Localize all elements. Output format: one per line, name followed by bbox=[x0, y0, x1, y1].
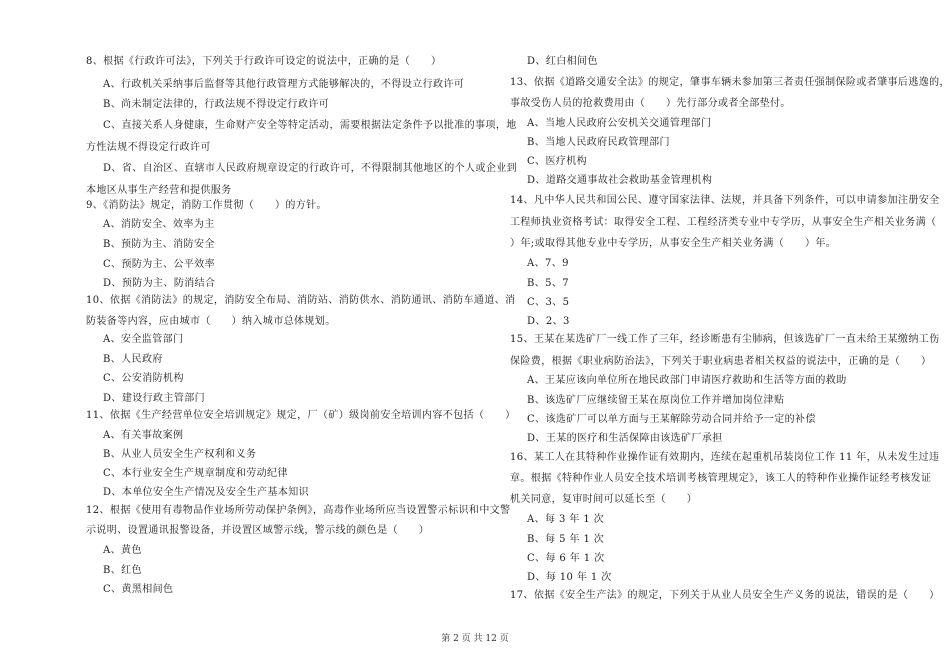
question-15-option-c: C、该选矿厂可以单方面与王某解除劳动合同并给予一定的补偿 bbox=[527, 414, 816, 425]
question-17-stem: 17、依据《安全生产法》的规定，下列关于从业人员安全生产义务的说法，错误的是（ ） bbox=[510, 590, 940, 601]
question-16-option-d: D、每 10 年 1 次 bbox=[527, 572, 612, 583]
question-8-option-b: B、尚未制定法律的，行政法规不得设定行政许可 bbox=[103, 99, 330, 110]
question-8-option-d-cont: 本地区从事生产经营和提供服务 bbox=[86, 185, 232, 196]
question-11-option-a: A、有关事故案例 bbox=[103, 430, 184, 441]
question-9-stem: 9、《消防法》规定，消防工作贯彻（ ）的方针。 bbox=[86, 200, 327, 211]
question-8-option-c: C、直接关系人身健康，生命财产安全等特定活动，需要根据法定条件予以批准的事项，地 bbox=[103, 120, 517, 131]
question-11-option-c: C、本行业安全生产规章制度和劳动纪律 bbox=[103, 468, 288, 479]
question-10-option-c: C、公安消防机构 bbox=[103, 373, 184, 384]
question-15-option-d: D、王某的医疗和生活保障由该选矿厂承担 bbox=[527, 433, 723, 444]
question-14-stem-cont2: ）年;或取得其他专业中专学历，从事安全生产相关业务满（ ）年。 bbox=[510, 238, 837, 249]
question-10-option-a: A、安全监管部门 bbox=[103, 334, 184, 345]
question-8-option-d: D、省、自治区、直辖市人民政府规章设定的行政许可，不得限制其他地区的个人或企业到 bbox=[103, 163, 518, 174]
question-9-option-b: B、预防为主、消防安全 bbox=[103, 239, 215, 250]
question-16-stem-cont1: 章。根据《特种作业人员安全技术培训考核管理规定》，该工人的特种作业操作证经考核发证 bbox=[510, 473, 932, 484]
question-16-stem: 16、某工人在其特种作业操作证有效期内，连续在起重机吊装岗位工作 11 年，从未发生过违 bbox=[510, 452, 940, 463]
question-12-stem-cont: 示说明、设置通讯报警设备，并设置区域警示线，警示线的颜色是（ ） bbox=[86, 525, 430, 536]
question-9-option-c: C、预防为主、公平效率 bbox=[103, 259, 216, 270]
question-13-option-c: C、医疗机构 bbox=[527, 156, 588, 167]
question-15-stem-cont: 保险费，根据《职业病防治法》，下列关于职业病患者相关权益的说法中，正确的是（ ） bbox=[510, 356, 932, 367]
page-number: 第 2 页 共 12 页 bbox=[441, 634, 509, 644]
question-13-stem-cont: 事故受伤人员的抢救费用由（ ）先行部分或者全部垫付。 bbox=[510, 98, 791, 109]
question-12-stem: 12、根据《使用有毒物品作业场所劳动保护条例》，高毒作业场所应当设置警示标识和中文警 bbox=[86, 505, 511, 516]
question-16-option-b: B、每 5 年 1 次 bbox=[527, 534, 605, 545]
question-12-option-d: D、红白相间色 bbox=[527, 56, 598, 67]
question-14-option-b: B、5、7 bbox=[527, 278, 570, 289]
question-14-option-c: C、3、5 bbox=[527, 297, 570, 308]
question-14-option-a: A、7、9 bbox=[527, 258, 569, 269]
question-11-stem: 11、依据《生产经营单位安全培训规定》规定，厂（矿）级岗前安全培训内容不包括（ ） bbox=[86, 410, 516, 421]
question-13-stem: 13、依据《道路交通安全法》的规定，肇事车辆未参加第三者责任强制保险或者肇事后逃逸的， bbox=[510, 77, 950, 88]
question-13-option-b: B、当地人民政府民政管理部门 bbox=[527, 137, 670, 148]
question-16-stem-cont2: 机关同意，复审时间可以延长至（ ） bbox=[510, 494, 698, 505]
question-16-option-c: C、每 6 年 1 次 bbox=[527, 553, 605, 564]
question-10-stem-cont: 防装备等内容，应由城市（ ）纳入城市总体规划。 bbox=[86, 316, 336, 327]
question-13-option-d: D、道路交通事故社会救助基金管理机构 bbox=[527, 175, 713, 186]
question-12-option-b: B、红色 bbox=[103, 565, 142, 576]
question-10-option-d: D、建设行政主管部门 bbox=[103, 393, 206, 404]
question-14-stem-cont1: 工程师执业资格考试：取得安全工程、工程经济类专业中专学历，从事安全生产相关业务满（ bbox=[510, 217, 937, 228]
question-14-stem: 14、凡中华人民共和国公民、遵守国家法律、法规，并具备下列条件，可以申请参加注册安全 bbox=[510, 195, 940, 206]
question-15-stem: 15、王某在某选矿厂一线工作了三年，经诊断患有尘肺病，但该选矿厂一直未给王某缴纳工伤 bbox=[510, 334, 940, 345]
question-10-stem: 10、依据《消防法》的规定，消防安全布局、消防站、消防供水、消防通讯、消防车通道、消 bbox=[86, 295, 516, 306]
question-11-option-d: D、本单位安全生产情况及安全生产基本知识 bbox=[103, 487, 310, 498]
question-16-option-a: A、每 3 年 1 次 bbox=[527, 514, 605, 525]
question-9-option-d: D、预防为主、防消结合 bbox=[103, 278, 216, 289]
question-12-option-a: A、黄色 bbox=[103, 545, 142, 556]
question-8-stem: 8、根据《行政许可法》，下列关于行政许可设定的说法中，正确的是（ ） bbox=[86, 56, 442, 67]
question-15-option-a: A、王某应该向单位所在地民政部门申请医疗救助和生活等方面的救助 bbox=[527, 375, 847, 386]
question-11-option-b: B、从业人员安全生产权利和义务 bbox=[103, 449, 257, 460]
question-8-option-a: A、行政机关采纳事后监督等其他行政管理方式能够解决的，不得设立行政许可 bbox=[103, 79, 465, 90]
question-10-option-b: B、人民政府 bbox=[103, 354, 163, 365]
question-8-option-c-cont: 方性法规不得设定行政许可 bbox=[86, 142, 211, 153]
question-15-option-b: B、该选矿厂应继续留王某在原岗位工作并增加岗位津贴 bbox=[527, 395, 785, 406]
question-13-option-a: A、当地人民政府公安机关交通管理部门 bbox=[527, 118, 712, 129]
question-14-option-d: D、2、3 bbox=[527, 316, 570, 327]
question-12-option-c: C、黄黑相间色 bbox=[103, 584, 174, 595]
question-9-option-a: A、消防安全、效率为主 bbox=[103, 219, 215, 230]
